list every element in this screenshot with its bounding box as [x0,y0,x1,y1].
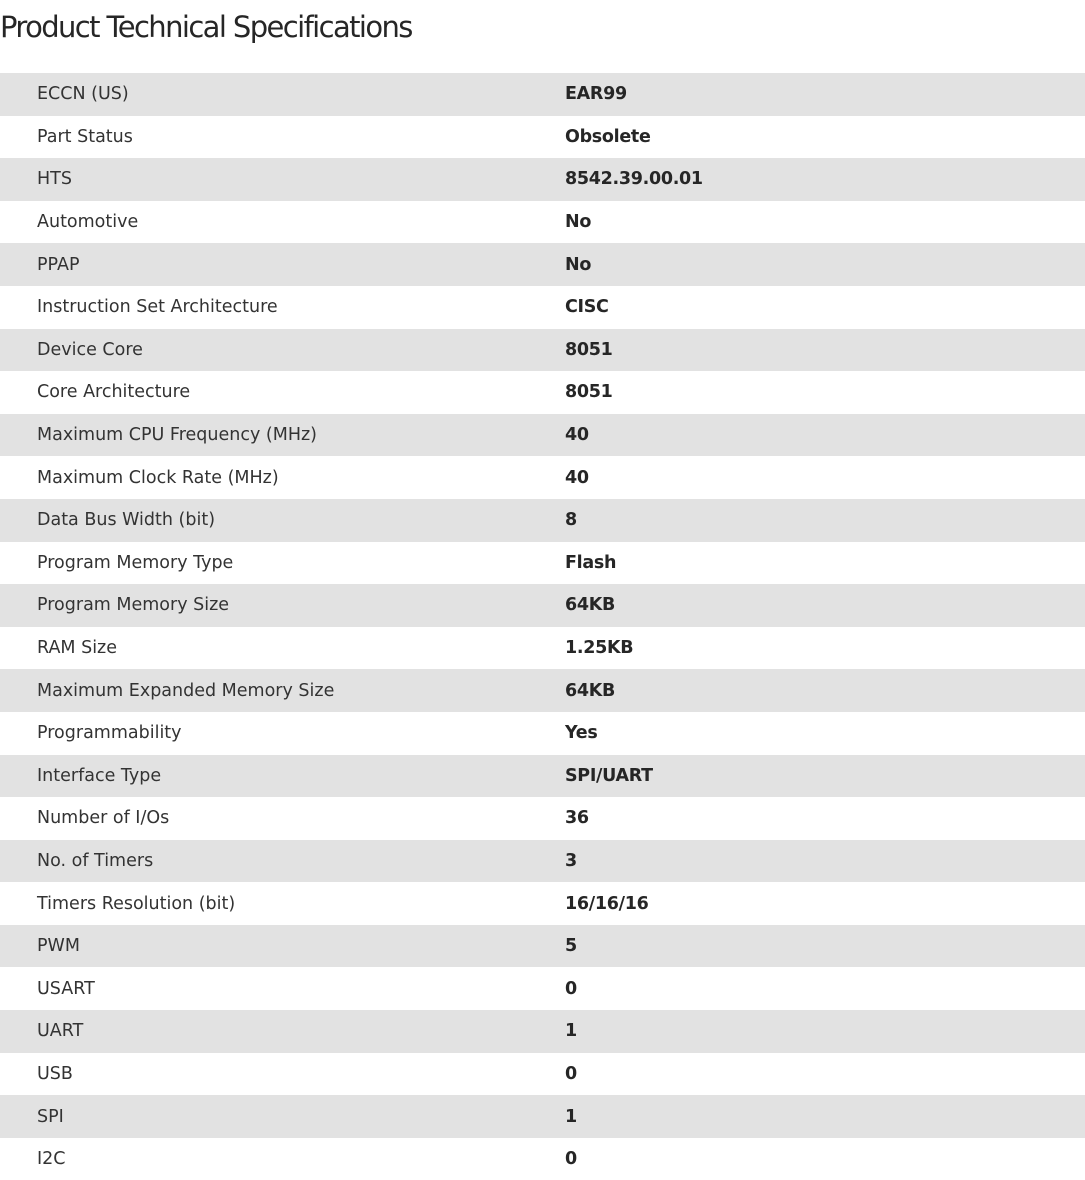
spec-label: HTS [0,158,565,201]
spec-row [0,882,1085,925]
spec-table-body [0,73,1085,1180]
spec-row [0,967,1085,1010]
spec-label: Maximum Expanded Memory Size [0,669,565,712]
spec-label: Interface Type [0,755,565,798]
spec-label: Device Core [0,329,565,372]
spec-value: 8051 [565,371,1085,414]
spec-value: SPI/UART [565,755,1085,798]
spec-value: 5 [565,925,1085,968]
spec-label: UART [0,1010,565,1053]
spec-value: 1 [565,1095,1085,1138]
page-title: Product Technical Specifications [0,10,412,44]
spec-value: Obsolete [565,116,1085,159]
spec-row [0,286,1085,329]
spec-label: Data Bus Width (bit) [0,499,565,542]
spec-value: No [565,201,1085,244]
spec-value: 8 [565,499,1085,542]
spec-value: 1.25KB [565,627,1085,670]
spec-row [0,499,1085,542]
spec-label: Core Architecture [0,371,565,414]
spec-value: Flash [565,542,1085,585]
spec-row [0,1010,1085,1053]
spec-row [0,1095,1085,1138]
spec-row [0,414,1085,457]
spec-label: PPAP [0,243,565,286]
spec-row [0,669,1085,712]
spec-value: 3 [565,840,1085,883]
spec-label: Timers Resolution (bit) [0,882,565,925]
spec-row [0,371,1085,414]
spec-label: Part Status [0,116,565,159]
spec-label: PWM [0,925,565,968]
spec-label: RAM Size [0,627,565,670]
spec-label: ECCN (US) [0,73,565,116]
spec-row [0,627,1085,670]
spec-value: 64KB [565,584,1085,627]
spec-row [0,925,1085,968]
spec-value: 16/16/16 [565,882,1085,925]
spec-value: 40 [565,456,1085,499]
spec-row [0,1053,1085,1096]
spec-value: 8051 [565,329,1085,372]
spec-row [0,243,1085,286]
spec-row [0,158,1085,201]
spec-value: 0 [565,1053,1085,1096]
spec-row [0,755,1085,798]
spec-value: 0 [565,967,1085,1010]
spec-label: Instruction Set Architecture [0,286,565,329]
spec-row [0,1138,1085,1180]
spec-value: CISC [565,286,1085,329]
spec-label: Maximum Clock Rate (MHz) [0,456,565,499]
spec-label: Program Memory Type [0,542,565,585]
spec-value: Yes [565,712,1085,755]
spec-value: 64KB [565,669,1085,712]
spec-row [0,797,1085,840]
spec-label: SPI [0,1095,565,1138]
spec-label: Maximum CPU Frequency (MHz) [0,414,565,457]
spec-label: I2C [0,1138,565,1180]
spec-label: Programmability [0,712,565,755]
spec-value: 40 [565,414,1085,457]
spec-row [0,73,1085,116]
spec-row [0,201,1085,244]
spec-value: EAR99 [565,73,1085,116]
spec-label: No. of Timers [0,840,565,883]
spec-row [0,542,1085,585]
spec-label: Program Memory Size [0,584,565,627]
spec-value: 1 [565,1010,1085,1053]
spec-label: Number of I/Os [0,797,565,840]
spec-row [0,116,1085,159]
spec-row [0,584,1085,627]
spec-row [0,456,1085,499]
spec-value: 36 [565,797,1085,840]
spec-row [0,712,1085,755]
spec-value: No [565,243,1085,286]
spec-value: 0 [565,1138,1085,1180]
spec-value: 8542.39.00.01 [565,158,1085,201]
spec-table [0,73,1085,1180]
spec-row [0,840,1085,883]
spec-row [0,329,1085,372]
spec-label: USB [0,1053,565,1096]
spec-label: Automotive [0,201,565,244]
spec-label: USART [0,967,565,1010]
